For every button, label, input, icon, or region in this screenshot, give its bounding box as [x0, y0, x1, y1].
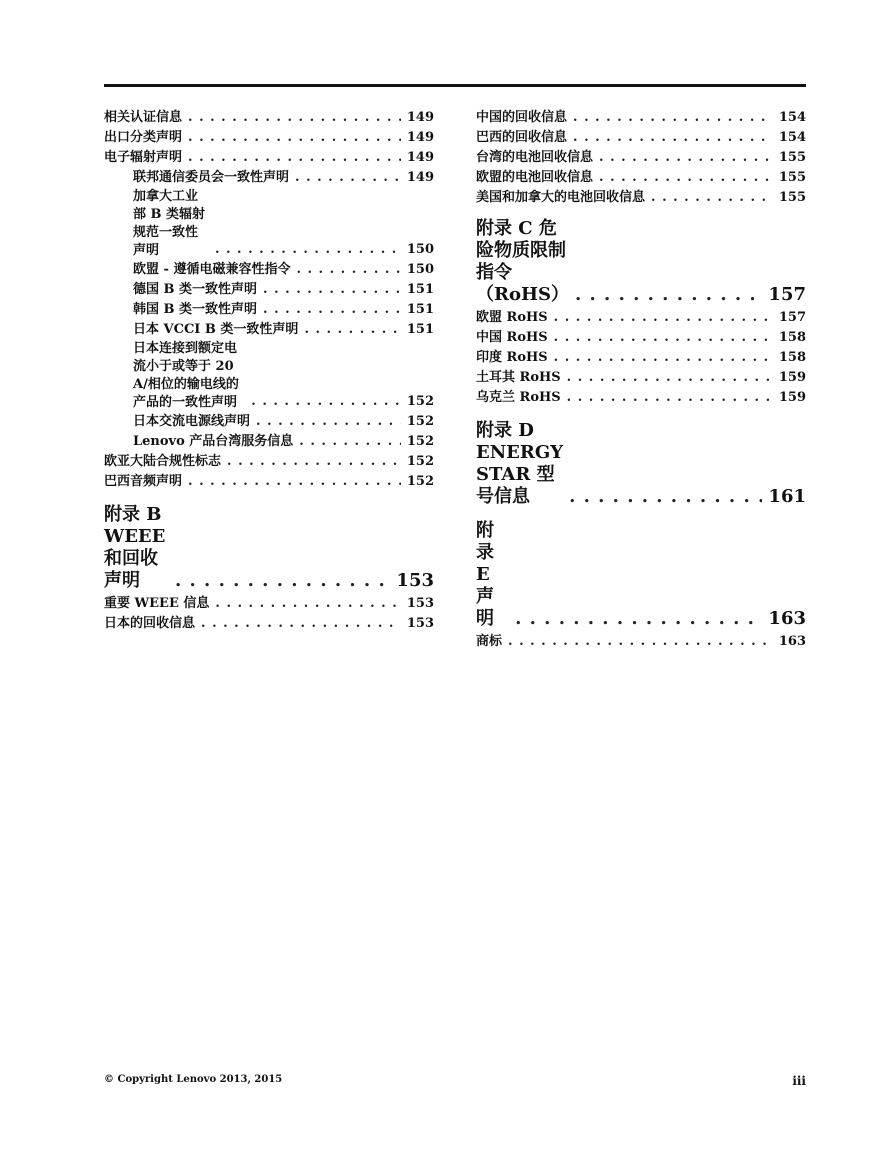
toc-entry[interactable]: 美国和加拿大的电池回收信息 . . . 155 [476, 188, 806, 208]
toc-right-column [476, 108, 806, 652]
toc-entry[interactable]: 加拿大工业部 B 类辐射规范一致性声明 . . . 150 [104, 188, 434, 260]
toc-entry[interactable]: 相关认证信息 . . . 149 [104, 108, 434, 128]
toc-entry[interactable]: 联邦通信委员会一致性声明 . . . 149 [104, 168, 434, 188]
toc-entry[interactable]: 日本连接到额定电流小于或等于 20 A/相位的输电线的产品的一致性声明 . . . 152 [104, 340, 434, 412]
toc-entry[interactable]: 商标 . . . 163 [476, 632, 806, 652]
toc-entry[interactable]: 巴西的回收信息 . . . 154 [476, 128, 806, 148]
toc-entry[interactable]: 德国 B 类一致性声明 . . . 151 [104, 280, 434, 300]
appendix-e-heading[interactable]: 附录 E 声明 . . . 163 [476, 520, 806, 630]
page-number: iii [792, 1074, 806, 1088]
toc-entry[interactable]: 日本 VCCI B 类一致性声明 . . . 151 [104, 320, 434, 340]
toc-entry[interactable]: 欧盟的电池回收信息 . . . 155 [476, 168, 806, 188]
toc-entry[interactable]: 韩国 B 类一致性声明 . . . 151 [104, 300, 434, 320]
toc-entry[interactable]: 日本交流电源线声明 . . . 152 [104, 412, 434, 432]
toc-entry[interactable]: 日本的回收信息 . . . 153 [104, 614, 434, 634]
toc-entry[interactable]: 电子辐射声明 . . . 149 [104, 148, 434, 168]
toc-entry[interactable]: 欧盟 - 遵循电磁兼容性指令 . . . 150 [104, 260, 434, 280]
toc-entry[interactable]: Lenovo 产品台湾服务信息 . . . 152 [104, 432, 434, 452]
toc-entry[interactable]: 土耳其 RoHS . . . 159 [476, 368, 806, 388]
toc-left-column [104, 108, 434, 634]
toc-entry[interactable]: 欧亚大陆合规性标志 . . . 152 [104, 452, 434, 472]
appendix-c-heading[interactable]: 附录 C 危险物质限制指令（RoHS） . . . 157 [476, 218, 806, 306]
copyright-notice: © Copyright Lenovo 2013, 2015 [104, 1074, 283, 1085]
appendix-d-heading[interactable]: 附录 D ENERGY STAR 型号信息 . . . 161 [476, 420, 806, 508]
toc-entry[interactable]: 中国的回收信息 . . . 154 [476, 108, 806, 128]
appendix-b-heading[interactable]: 附录 B WEEE 和回收声明 . . . 153 [104, 504, 434, 592]
toc-entry[interactable]: 巴西音频声明 . . . 152 [104, 472, 434, 492]
toc-entry[interactable]: 乌克兰 RoHS . . . 159 [476, 388, 806, 408]
toc-entry[interactable]: 欧盟 RoHS . . . 157 [476, 308, 806, 328]
toc-entry[interactable]: 重要 WEEE 信息 . . . 153 [104, 594, 434, 614]
header-rule [104, 84, 806, 87]
toc-entry[interactable]: 出口分类声明 . . . 149 [104, 128, 434, 148]
toc-entry[interactable]: 台湾的电池回收信息 . . . 155 [476, 148, 806, 168]
toc-entry[interactable]: 印度 RoHS . . . 158 [476, 348, 806, 368]
toc-entry[interactable]: 中国 RoHS . . . 158 [476, 328, 806, 348]
